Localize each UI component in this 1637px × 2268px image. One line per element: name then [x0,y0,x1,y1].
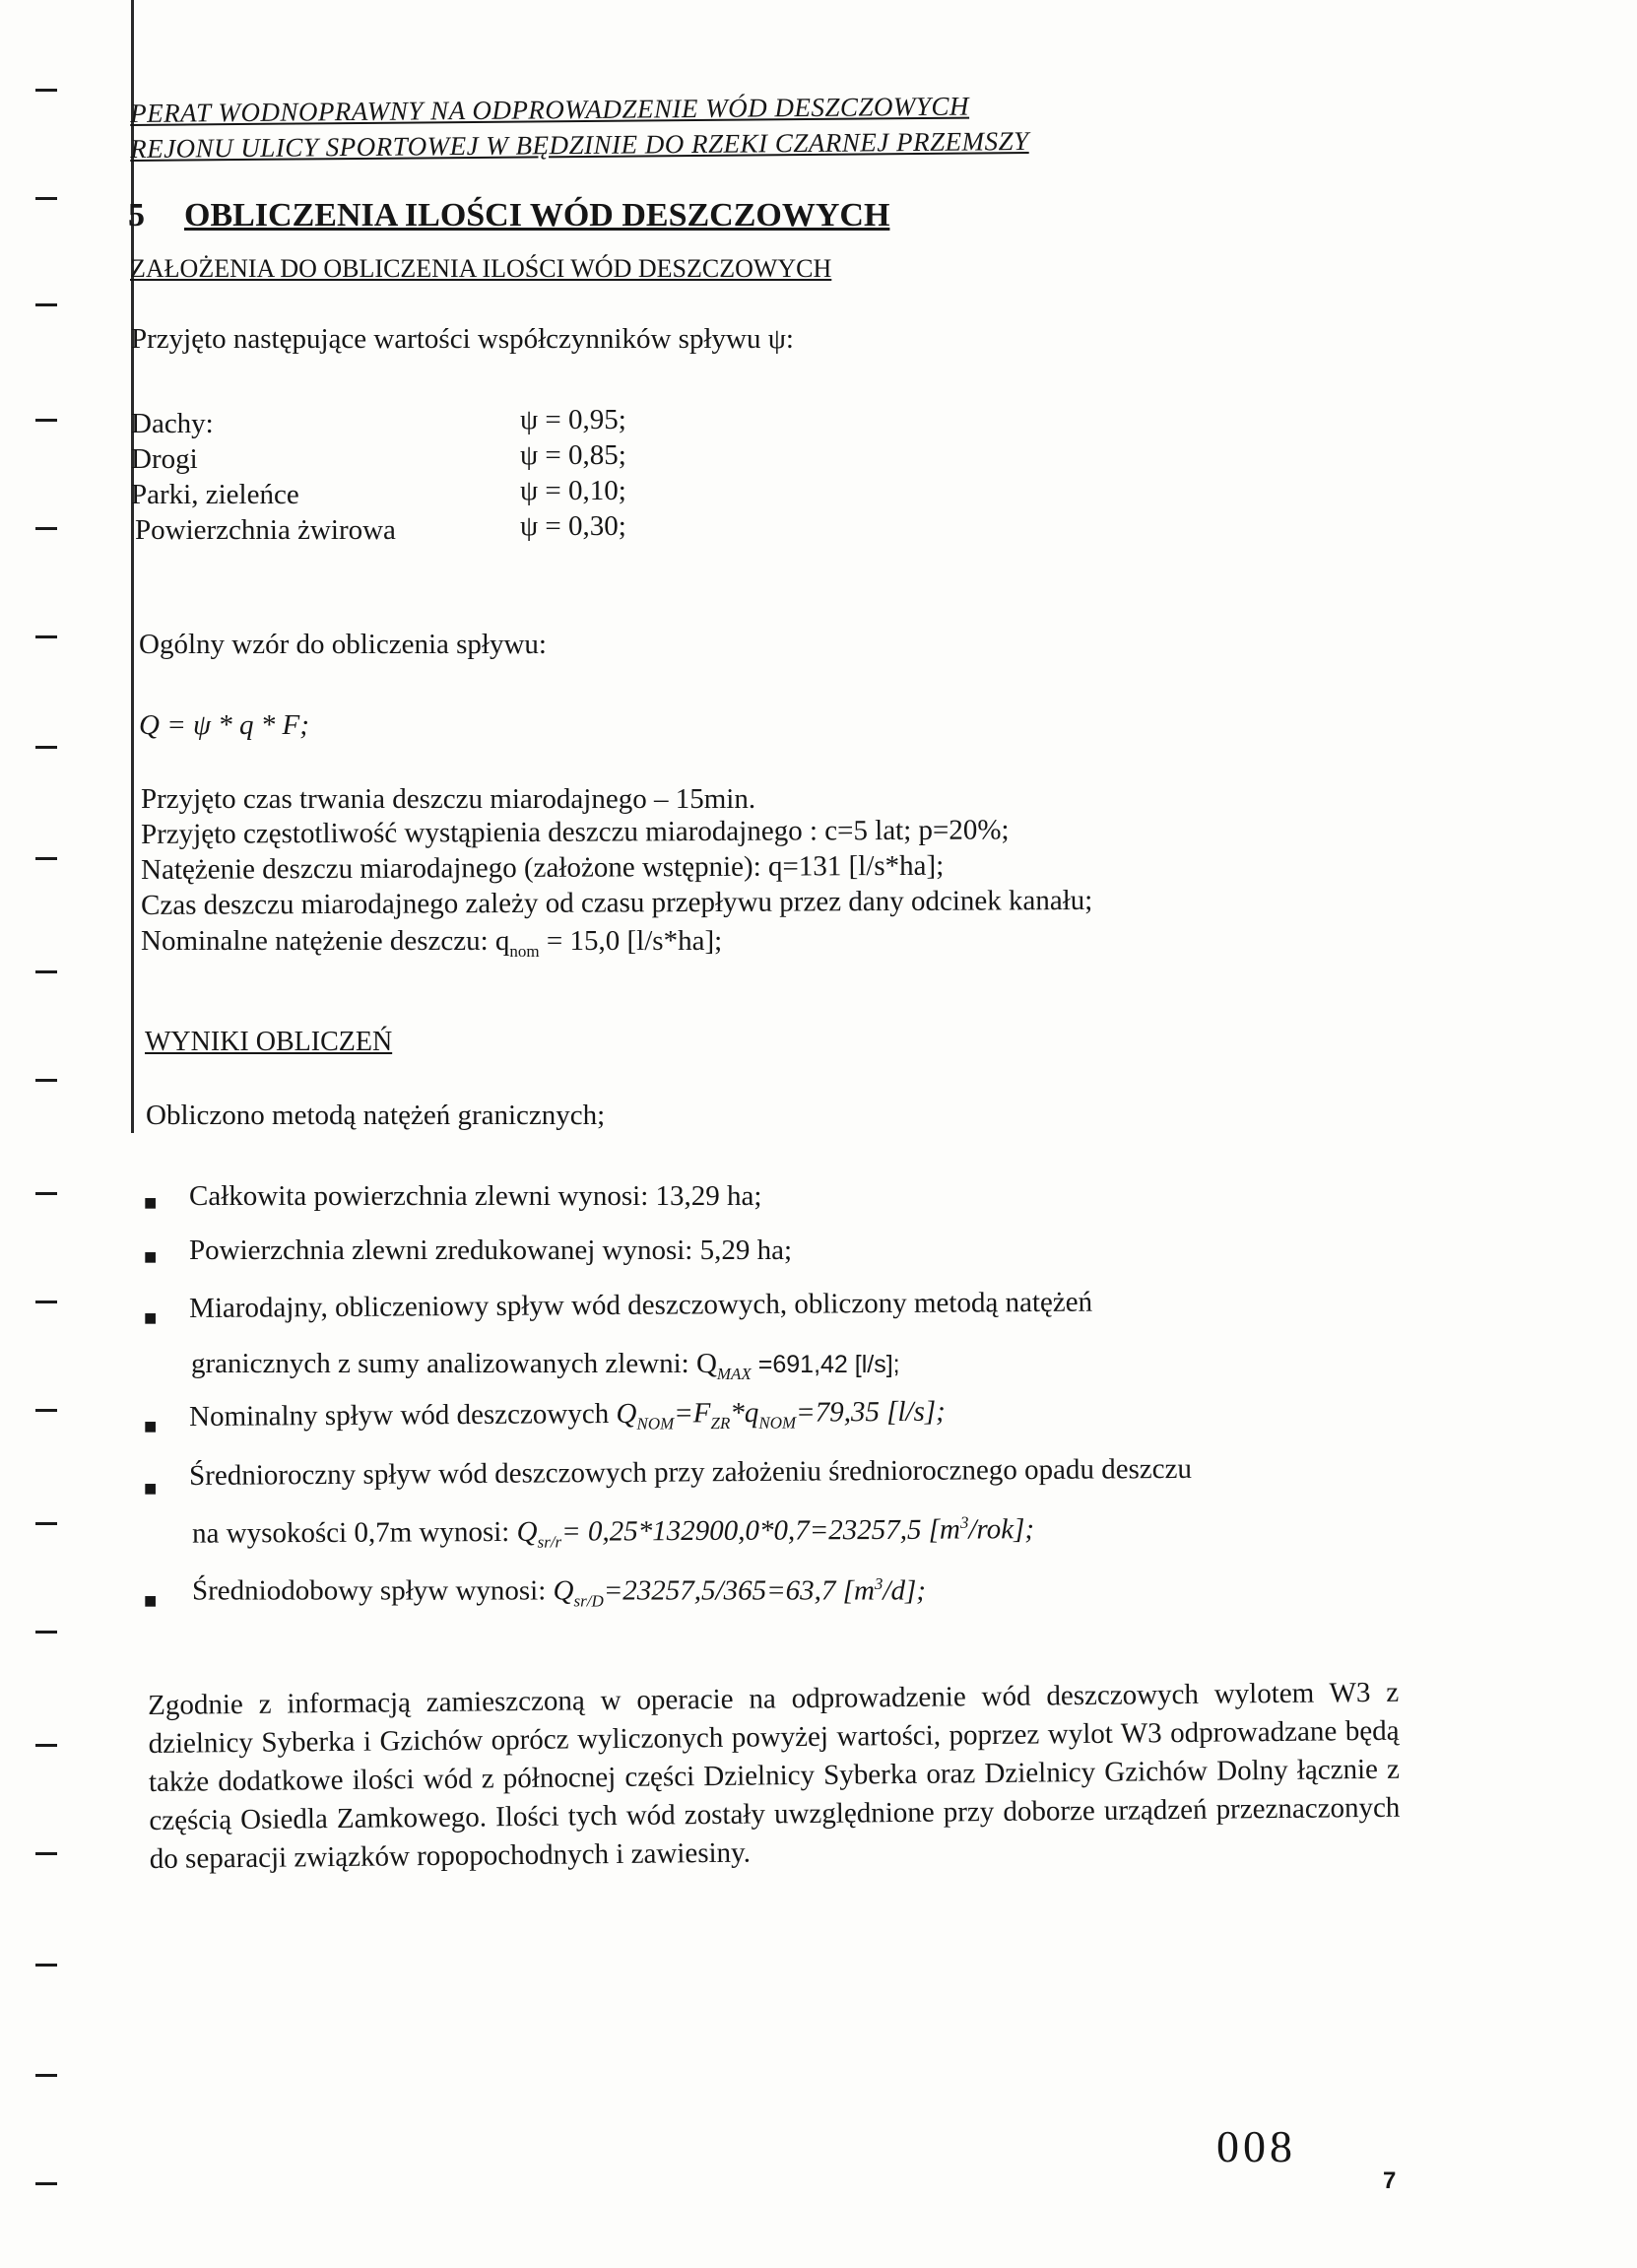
results-heading: WYNIKI OBLICZEŃ [145,1027,393,1057]
margin-mark [35,527,57,530]
margin-mark [35,635,57,638]
max-flow-sub: MAX [716,1364,752,1383]
daily-flow-q: Q [553,1574,574,1607]
assumption-line: Przyjęto częstotliwość wystąpienia deszczu miarodajnego : c=5 lat; p=20%; [141,814,1010,850]
margin-mark [35,2182,57,2185]
result-daily-flow [192,1574,926,1611]
annual-flow-sup: 3 [959,1512,969,1532]
nominal-flow-tail: =79,35 [l/s]; [795,1395,946,1429]
header-line-1: PERAT WODNOPRAWNY NA ODPROWADZENIE WÓD DESZCZOWYCH [130,91,970,128]
bullet-icon: ■ [144,1414,158,1438]
nominal-flow-sub1: NOM [636,1414,675,1434]
nominal-flow-sub3: NOM [758,1413,797,1433]
margin-mark [35,197,57,200]
margin-mark [35,1409,57,1412]
margin-mark [35,746,57,749]
daily-flow-prefix: Średniodobowy spływ wynosi: [192,1574,554,1607]
results-intro: Obliczono metodą natężeń granicznych; [146,1100,606,1131]
assumption-line: Natężenie deszczu miarodajnego (założone wstępnie): q=131 [l/s*ha]; [141,849,945,886]
annual-flow-end: /rok]; [968,1513,1035,1546]
margin-mark [35,1744,57,1747]
margin-mark [35,1631,57,1634]
coefficient-value: ψ = 0,30; [520,510,626,542]
daily-flow-end: /d]; [883,1574,926,1607]
daily-flow-sup: 3 [874,1574,884,1593]
margin-mark [35,1192,57,1195]
bullet-icon: ■ [144,1476,158,1501]
archive-stamp: 008 [1216,2121,1296,2171]
page-number: 7 [1383,2168,1397,2194]
section-title [128,197,889,234]
note-paragraph: Zgodnie z informacją zamieszczoną w operacie na odprowadzenie wód deszczowych wylotem W3 z dzielnicy Syberka i Gzichów oprócz wyliczonych powyżej wartości, poprzez wylot W3 odprowadzane będą także dodatkowe ilości wód z północnej części Dzielnicy Syberka oraz Dzielnicy Gzichów Dolny łącznie z częścią Osiedla Zamkowego. Ilości tych wód zostały uwzględnione przy doborze urządzeń przeznaczonych do separacji związków ropopochodnych i zawiesiny. [148,1676,1401,1875]
result-max-flow-line1: Miarodajny, obliczeniowy spływ wód deszczowych, obliczony metodą natężeń [189,1286,1093,1324]
daily-flow-tail: =23257,5/365=63,7 [m [603,1574,875,1607]
margin-mark [35,89,57,92]
annual-flow-sub: sr/r [537,1532,562,1552]
assumption-line: Czas deszczu miarodajnego zależy od czasu przepływu przez dany odcinek kanału; [141,884,1093,921]
margin-mark [35,1079,57,1082]
margin-mark [35,1852,57,1855]
margin-mark [35,1964,57,1967]
coefficient-label: Powierzchnia żwirowa [135,514,396,546]
margin-mark [35,1301,57,1303]
daily-flow-sub: sr/D [573,1591,604,1611]
result-nominal-flow [189,1396,946,1437]
nominal-flow-sub2: ZR [710,1413,731,1434]
nominal-flow-prefix: Nominalny spływ wód deszczowych [189,1397,617,1433]
coefficients-intro: Przyjęto następujące wartości współczynników spływu ψ: [131,323,794,355]
header-line-2: REJONU ULICY SPORTOWEJ W BĘDZINIE DO RZEKI CZARNEJ PRZEMSZY [130,126,1029,164]
assumption-line: Przyjęto czas trwania deszczu miarodajnego – 15min. [141,783,756,815]
nominal-flow-mid: =F [674,1397,711,1430]
bullet-icon: ■ [144,1190,158,1215]
margin-mark [35,419,57,422]
nominal-intensity-sub: nom [509,941,540,961]
result-annual-flow-line2 [192,1513,1034,1555]
assumptions-heading: ZAŁOŻENIA DO OBLICZENIA ILOŚCI WÓD DESZCZOWYCH [130,254,832,283]
coefficient-label: Drogi [131,443,198,475]
margin-mark [35,970,57,973]
coefficient-value: ψ = 0,95; [520,404,626,435]
coefficient-value: ψ = 0,10; [520,475,626,506]
margin-mark [35,2074,57,2077]
result-total-area: Całkowita powierzchnia zlewni wynosi: 13,29 ha; [189,1180,762,1212]
coefficient-value: ψ = 0,85; [520,439,626,471]
coefficient-label: Dachy: [131,408,214,439]
coefficient-label: Parki, zieleńce [131,479,299,510]
annual-flow-prefix: na wysokości 0,7m wynosi: [192,1515,517,1550]
section-title-text: OBLICZENIA ILOŚCI WÓD DESZCZOWYCH [184,197,890,233]
bullet-icon: ■ [144,1305,158,1330]
nominal-intensity-line [141,925,722,962]
margin-mark [35,303,57,306]
max-flow-value: =691,42 [l/s]; [751,1351,900,1378]
runoff-formula: Q = ψ * q * F; [139,709,309,741]
result-reduced-area: Powierzchnia zlewni zredukowanej wynosi: 5,29 ha; [189,1234,793,1266]
annual-flow-q: Q [516,1515,538,1548]
result-annual-flow-line1: Średnioroczny spływ wód deszczowych przy założeniu średniorocznego opadu deszczu [189,1452,1193,1492]
annual-flow-tail: = 0,25*132900,0*0,7=23257,5 [m [560,1513,961,1548]
nominal-intensity-prefix: Nominalne natężenie deszczu: q [141,925,510,957]
nominal-flow-mid2: *q [730,1396,759,1430]
binding-margin-line [131,0,134,1133]
bullet-icon: ■ [144,1244,158,1269]
margin-mark [35,857,57,860]
bullet-icon: ■ [144,1588,158,1613]
margin-mark [35,1522,57,1525]
nominal-flow-q: Q [616,1397,637,1430]
formula-intro: Ogólny wzór do obliczenia spływu: [139,629,547,660]
section-number: 5 [128,197,145,233]
max-flow-prefix: granicznych z sumy analizowanych zlewni: Q [191,1348,717,1379]
nominal-intensity-suffix: = 15,0 [l/s*ha]; [539,925,723,957]
result-max-flow-line2 [191,1348,900,1384]
